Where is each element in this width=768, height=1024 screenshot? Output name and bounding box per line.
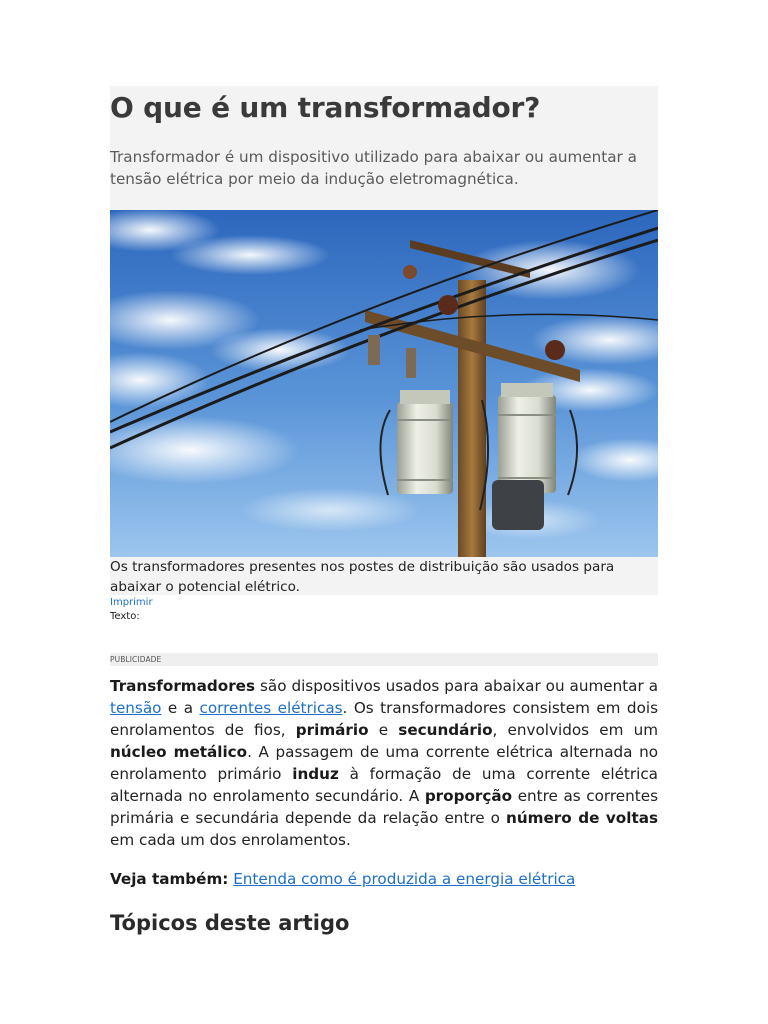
link-correntes-eletricas[interactable]: correntes elétricas bbox=[199, 699, 343, 717]
see-also bbox=[110, 868, 658, 890]
advertisement-bar bbox=[110, 653, 658, 666]
body-text-segment: entre as correntes primária e secundária depende da relação entre o bbox=[110, 787, 658, 827]
term-secundario: secundário bbox=[398, 721, 493, 739]
body-text-segment: e a bbox=[161, 699, 200, 717]
term-induz: induz bbox=[292, 765, 339, 783]
image-caption: Os transformadores presentes nos postes de distribuição são usados para abaixar o potencial elétrico. bbox=[110, 559, 615, 595]
see-also-label: Veja também: bbox=[110, 870, 229, 888]
body-text-segment: são dispositivos usados para abaixar ou aumentar a bbox=[255, 677, 658, 695]
body-text-segment: . Os transformadores consistem em dois enrolamentos de fios, bbox=[110, 699, 658, 739]
article-body-paragraph bbox=[110, 675, 658, 851]
article-subtitle: Transformador é um dispositivo utilizado para abaixar ou aumentar a tensão elétrica por meio da indução eletromagnética. bbox=[110, 148, 637, 188]
text-label: Texto: bbox=[110, 611, 140, 622]
print-link[interactable]: Imprimir bbox=[110, 597, 153, 608]
body-text-segment: . A passagem de uma corrente elétrica alternada no enrolamento primário bbox=[110, 743, 658, 783]
utility-pole-transformers-photo bbox=[110, 210, 658, 557]
advertisement-label: PUBLICIDADE bbox=[110, 655, 162, 664]
term-numero-de-voltas: número de voltas bbox=[506, 809, 658, 827]
page-title: O que é um transformador? bbox=[110, 91, 541, 124]
link-tensao[interactable]: tensão bbox=[110, 699, 162, 717]
body-text-segment: à formação de uma corrente elétrica alternada no enrolamento secundário. A bbox=[110, 765, 658, 805]
see-also-link[interactable]: Entenda como é produzida a energia elétrica bbox=[233, 870, 576, 888]
body-text-segment: e bbox=[368, 721, 399, 739]
term-transformadores: Transformadores bbox=[110, 677, 256, 695]
term-nucleo-metalico: núcleo metálico bbox=[110, 743, 248, 761]
term-proporcao: proporção bbox=[424, 787, 513, 805]
topics-heading: Tópicos deste artigo bbox=[110, 911, 350, 935]
body-text-segment: em cada um dos enrolamentos. bbox=[110, 831, 351, 849]
term-primario: primário bbox=[295, 721, 369, 739]
body-text-segment: , envolvidos em um bbox=[492, 721, 658, 739]
